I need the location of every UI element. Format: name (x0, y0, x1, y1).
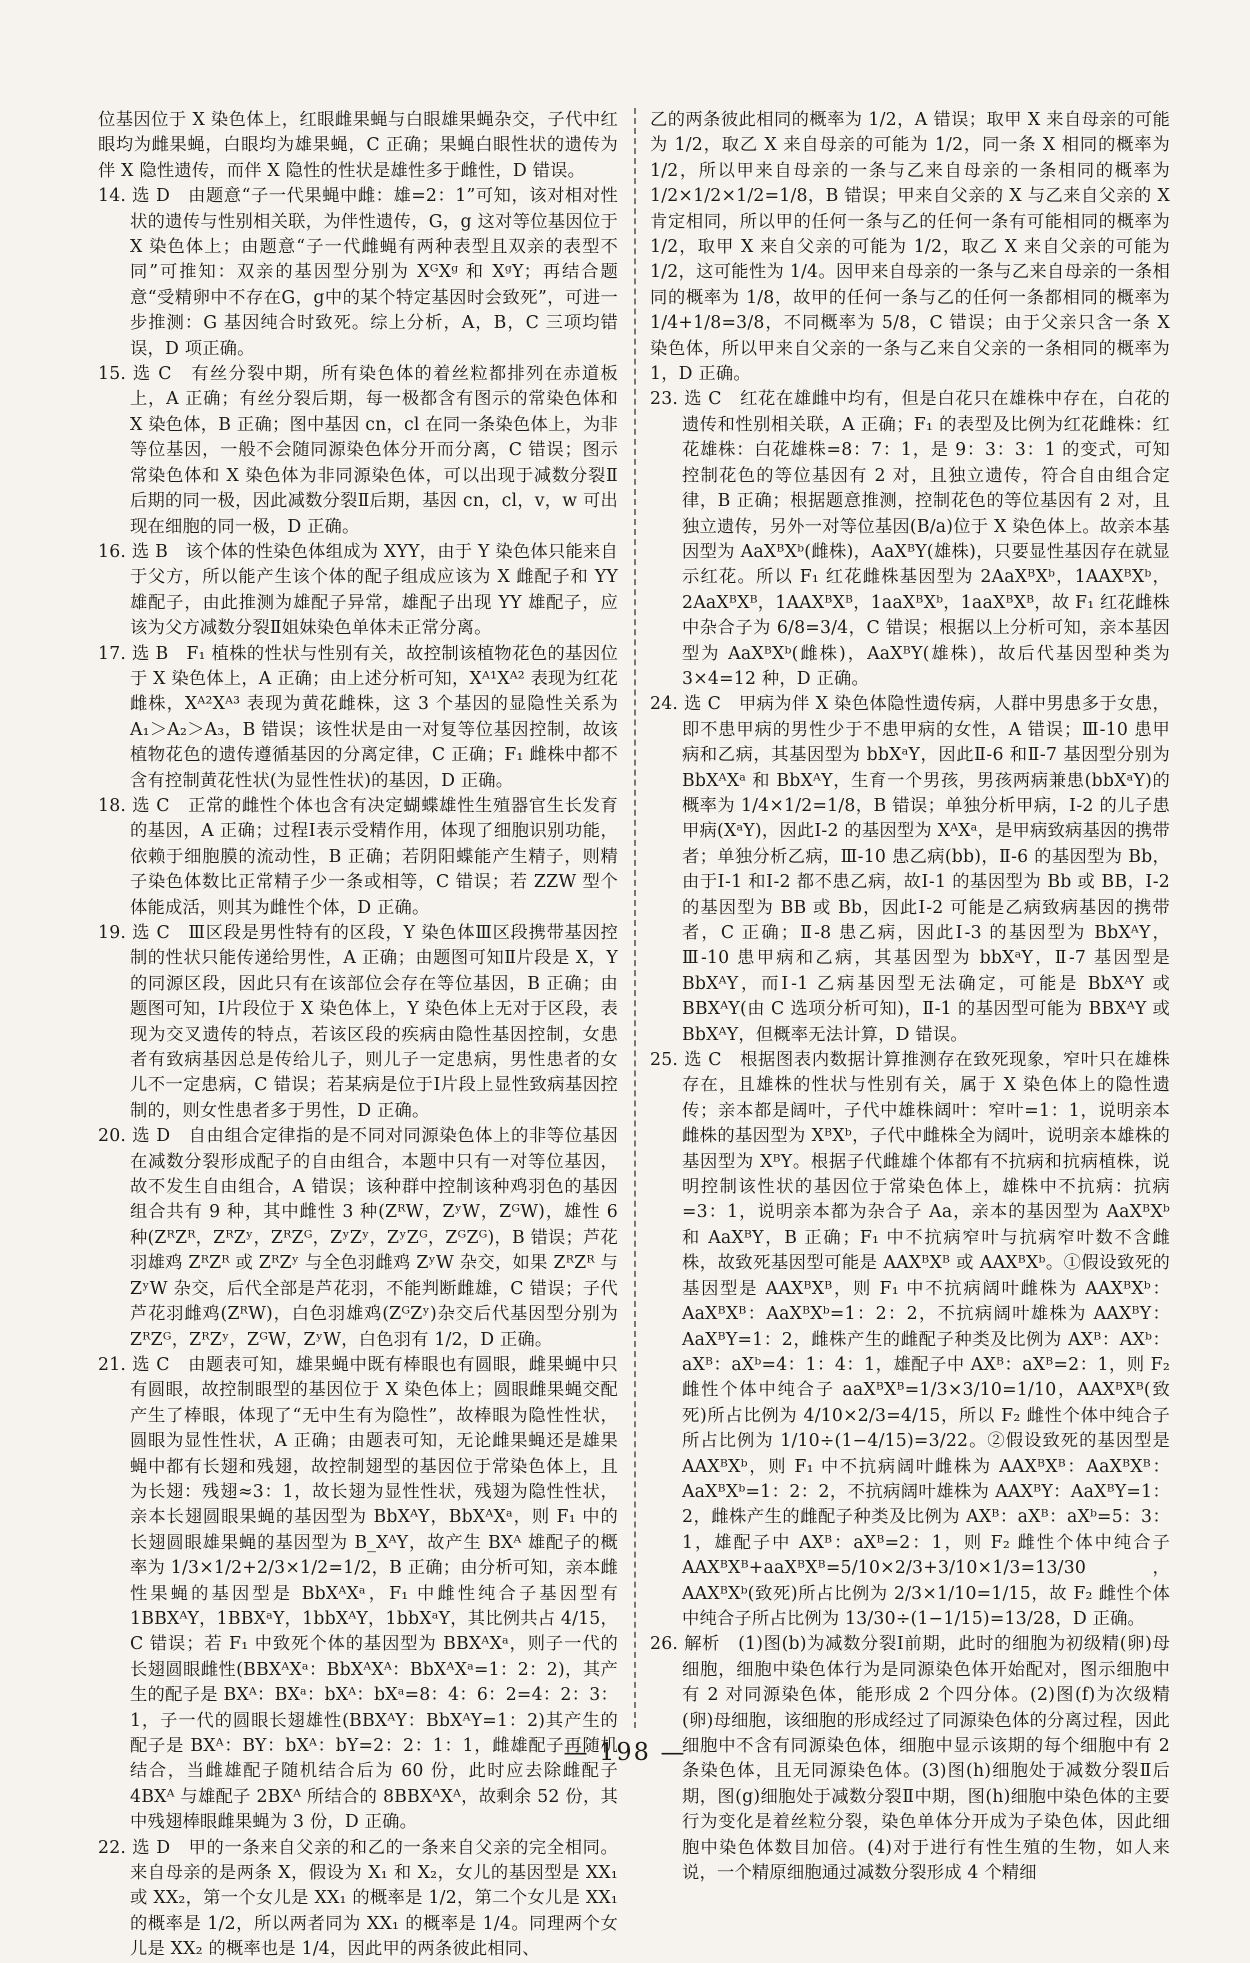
left-column (98, 108, 618, 1963)
answer-17: 17. 选 B F₁ 植株的性状与性别有关，故控制该植物花色的基因位于 X 染色体上，A 正确；由上述分析可知，Xᴬ¹Xᴬ² 表现为红花雌株，Xᴬ²Xᴬ³ 表现为黄花雌株，这 3 个基因的显隐性关系为 A₁＞A₂＞A₃，B 错误；该性状是由一对复等位基因控制，故该植物花色的遗传遵循基因的分离定律，C 正确；F₁ 雌株中都不含有控制黄花性状(为显性性状)的基因，D 正确。 (98, 643, 618, 791)
answer-15: 15. 选 C 有丝分裂中期，所有染色体的着丝粒都排列在赤道板上，A 正确；有丝分裂后期，每一极都含有图示的常染色体和 X 染色体，B 正确；图中基因 cn，cl 在同一条染色体上，为非等位基因，一般不会随同源染色体分开而分离，C 错误；图示常染色体和 X 染色体为非同源染色体，可以出现于减数分裂Ⅱ后期的同一极，因此减数分裂Ⅱ后期，基因 cn，cl，v，w 可出现在细胞的同一极，D 正确。 (98, 364, 618, 537)
page-number: — 198 — (563, 1738, 687, 1766)
answer-18: 18. 选 C 正常的雌性个体也含有决定蝴蝶雄性生殖器官生长发育的基因，A 正确；过程Ⅰ表示受精作用，体现了细胞识别功能，依赖于细胞膜的流动性，B 正确；若阴阳蝶能产生精子，则精子染色体数比正常精子少一条或相等，C 错误；若 ZZW 型个体能成活，则其为雌性个体，D 正确。 (98, 795, 618, 918)
answer-21: 21. 选 C 由题表可知，雄果蝇中既有棒眼也有圆眼，雌果蝇中只有圆眼，故控制眼型的基因位于 X 染色体上；圆眼雌果蝇交配产生了棒眼，体现了“无中生有为隐性”，故棒眼为隐性性状，圆眼为显性性状，A 正确；由题表可知，无论雌果蝇还是雄果蝇中都有长翅和残翅，故控制翅型的基因位于常染色体上，且为长翅：残翅≈3：1，故长翅为显性性状，残翅为隐性性状，亲本长翅圆眼果蝇的基因型为 BbXᴬY，BbXᴬXᵃ，则 F₁ 中的长翅圆眼雄果蝇的基因型为 B_XᴬY，故产生 BXᴬ 雄配子的概率为 1/3×1/2+2/3×1/2=1/2，B 正确；由分析可知，亲本雌性果蝇的基因型是 BbXᴬXᵃ，F₁ 中雌性纯合子基因型有 1BBXᴬY，1BBXᵃY，1bbXᴬY，1bbXᵃY，其比例共占 4/15，C 错误；若 F₁ 中致死个体的基因型为 BBXᴬXᵃ，则子一代的长翅圆眼雌性(BBXᴬXᵃ：BbXᴬXᴬ：BbXᴬXᵃ=1：2：2)，其产生的配子是 BXᴬ：BXᵃ：bXᴬ：bXᵃ=8：4：6：2=4：2：3：1，子一代的圆眼长翅雄性(BBXᴬY：BbXᴬY=1：2)其产生的配子是 BXᴬ：BY：bXᴬ：bY=2：2：1：1，雌雄配子再随机结合，当雌雄配子随机结合后为 60 份，此时应去除雌配子 4BXᴬ 与雄配子 2BXᴬ 所结合的 8BBXᴬXᴬ，故剩余 52 份，其中残翅棒眼雌果蝇为 3 份，D 正确。 (98, 1354, 618, 1833)
column-divider (634, 108, 636, 1728)
answer-23: 23. 选 C 红花在雄雌中均有，但是白花只在雄株中存在，白花的遗传和性别相关联，A 正确；F₁ 的表型及比例为红花雌株：红花雄株：白花雄株=8：7：1，是 9：3：3：1 的变式，可知控制花色的等位基因有 2 对，且独立遗传，符合自由组合定律，B 正确；根据题意推测，控制花色的等位基因有 2 对，且独立遗传，另外一对等位基因(B/a)位于 X 染色体上。故亲本基因型为 AaXᴮXᵇ(雌株)，AaXᴮY(雄株)，只要显性基因存在就显示红花。所以 F₁ 红花雌株基因型为 2AaXᴮXᵇ，1AAXᴮXᵇ，2AaXᴮXᴮ，1AAXᴮXᴮ，1aaXᴮXᵇ，1aaXᴮXᴮ，故 F₁ 红花雌株中杂合子为 6/8=3/4，C 错误；根据以上分析可知，亲本基因型为 AaXᴮXᵇ(雌株)，AaXᴮY(雄株)，故后代基因型种类为 3×4=12 种，D 正确。 (650, 389, 1170, 689)
answer-25: 25. 选 C 根据图表内数据计算推测存在致死现象，窄叶只在雄株存在，且雄株的性状与性别有关，属于 X 染色体上的隐性遗传；亲本都是阔叶，子代中雄株阔叶：窄叶=1：1，说明亲本雌株的基因型为 XᴮXᵇ，子代中雌株全为阔叶，说明亲本雄株的基因型为 XᴮY。根据子代雌雄个体都有不抗病和抗病植株，说明控制该性状的基因位于常染色体上，雄株中不抗病：抗病=3：1，说明亲本都为杂合子 Aa，亲本的基因型为 AaXᴮXᵇ 和 AaXᴮY，B 正确；F₁ 中不抗病窄叶与抗病窄叶数不含雌株，故致死基因型可能是 AAXᴮXᴮ 或 AAXᴮXᵇ。①假设致死的基因型是 AAXᴮXᴮ，则 F₁ 中不抗病阔叶雌株为 AAXᴮXᵇ：AaXᴮXᴮ：AaXᴮXᵇ=1：2：2，不抗病阔叶雄株为 AAXᴮY：AaXᴮY=1：2，雌株产生的雌配子种类及比例为 AXᴮ：AXᵇ：aXᴮ：aXᵇ=4：1：4：1，雄配子中 AXᴮ：aXᴮ=2：1，则 F₂ 雌性个体中纯合子 aaXᴮXᴮ=1/3×3/10=1/10，AAXᴮXᴮ(致死)所占比例为 4/10×2/3=4/15，所以 F₂ 雌性个体中纯合子所占比例为 1/10÷(1−4/15)=3/22。②假设致死的基因型是 AAXᴮXᵇ，则 F₁ 中不抗病阔叶雌株为 AAXᴮXᴮ：AaXᴮXᴮ：AaXᴮXᵇ=1：2：2，不抗病阔叶雄株为 AAXᴮY：AaXᴮY=1：2，雌株产生的雌配子种类及比例为 AXᴮ：aXᴮ：aXᵇ=5：3：1，雄配子中 AXᴮ：aXᴮ=2：1，则 F₂ 雌性个体中纯合子 AAXᴮXᴮ+aaXᴮXᴮ=5/10×2/3+3/10×1/3=13/30，AAXᴮXᵇ(致死)所占比例为 2/3×1/10=1/15，故 F₂ 雌性个体中纯合子所占比例为 13/30÷(1−1/15)=13/28，D 正确。 (650, 1050, 1170, 1629)
answer-19: 19. 选 C Ⅲ区段是男性特有的区段，Y 染色体Ⅲ区段携带基因控制的性状只能传递给男性，A 正确；由题图可知Ⅱ片段是 X，Y 的同源区段，因此只有在该部位会存在等位基因，B 正确；由题图可知，Ⅰ片段位于 X 染色体上，Y 染色体上无对于区段，表现为交叉遗传的特点，若该区段的疾病由隐性基因控制，女患者有致病基因总是传给儿子，则儿子一定患病，男性患者的女儿不一定患病，C 错误；若某病是位于Ⅰ片段上显性致病基因控制的，则女性患者多于男性，D 正确。 (98, 923, 618, 1121)
answer-24: 24. 选 C 甲病为伴 X 染色体隐性遗传病，人群中男患多于女患，即不患甲病的男性少于不患甲病的女性，A 错误；Ⅲ-10 患甲病和乙病，其基因型为 bbXᵃY，因此Ⅱ-6 和Ⅱ-7 基因型分别为 BbXᴬXᵃ 和 BbXᴬY，生育一个男孩，男孩两病兼患(bbXᵃY)的概率为 1/4×1/2=1/8，B 错误；单独分析甲病，Ⅰ-2 的儿子患甲病(XᵃY)，因此Ⅰ-2 的基因型为 XᴬXᵃ，是甲病致病基因的携带者；单独分析乙病，Ⅲ-10 患乙病(bb)，Ⅱ-6 的基因型为 Bb，由于Ⅰ-1 和Ⅰ-2 都不患乙病，故Ⅰ-1 的基因型为 Bb 或 BB，Ⅰ-2 的基因型为 BB 或 Bb，因此Ⅰ-2 可能是乙病致病基因的携带者，C 正确；Ⅱ-8 患乙病，因此Ⅰ-3 的基因型为 BbXᴬY，Ⅲ-10 患甲病和乙病，其基因型为 bbXᵃY，Ⅱ-7 基因型是 BbXᴬY，而Ⅰ-1 乙病基因型无法确定，可能是 BbXᴬY 或 BBXᴬY(由 C 选项分析可知)，Ⅱ-1 的基因型可能为 BBXᴬY 或 BbXᴬY，但概率无法计算，D 错误。 (650, 694, 1170, 1045)
paragraph-13-cont: 位基因位于 X 染色体上，红眼雌果蝇与白眼雄果蝇杂交，子代中红眼均为雌果蝇，白眼均为雄果蝇，C 正确；果蝇白眼性状的遗传为伴 X 隐性遗传，而伴 X 隐性的性状是雄性多于雌性，D 错误。 (98, 110, 618, 181)
right-column (650, 108, 1170, 1886)
answer-20: 20. 选 D 自由组合定律指的是不同对同源染色体上的非等位基因在减数分裂形成配子的自由组合，本题中只有一对等位基因，故不发生自由组合，A 错误；该种群中控制该种鸡羽色的基因组合共有 9 种，其中雌性 3 种(ZᴿW，ZʸW，ZᴳW)，雄性 6 种(ZᴿZᴿ，ZᴿZʸ，ZᴿZᴳ，ZʸZʸ，ZʸZᴳ，ZᴳZᴳ)，B 错误；芦花羽雄鸡 ZᴿZᴿ 或 ZᴿZʸ 与全色羽雌鸡 ZʸW 杂交，如果 ZᴿZᴿ 与 ZʸW 杂交，后代全部是芦花羽，不能判断雌雄，C 错误；子代芦花羽雌鸡(ZᴿW)，白色羽雄鸡(ZᴳZʸ)杂交后代基因型分别为 ZᴿZᴳ，ZᴿZʸ，ZᴳW，ZʸW，白色羽有 1/2，D 正确。 (98, 1126, 618, 1350)
answer-14: 14. 选 D 由题意“子一代果蝇中雌：雄=2：1”可知，该对相对性状的遗传与性别相关联，为伴性遗传，G，g 这对等位基因位于 X 染色体上；由题意“子一代雌蝇有两种表型且双亲的表型不同”可推知：双亲的基因型分别为 XᴳXᵍ 和 XᵍY；再结合题意“受精卵中不存在G，g中的某个特定基因时会致死”，可进一步推测：G 基因纯合时致死。综上分析，A，B，C 三项均错误，D 项正确。 (98, 186, 618, 359)
paragraph-22-cont: 乙的两条彼此相同的概率为 1/2，A 错误；取甲 X 来自母亲的可能为 1/2，取乙 X 来自母亲的可能为 1/2，同一条 X 相同的概率为 1/2，所以甲来自母亲的一条与乙来自母亲的一条相同的概率为 1/2×1/2×1/2=1/8，B 错误；甲来自父亲的 X 与乙来自父亲的 X 肯定相同，所以甲的任何一条与乙的任何一条有可能相同的概率为 1/2，取甲 X 来自父亲的可能为 1/2，取乙 X 来自父亲的可能为 1/2，这可能性为 1/4。因甲来自母亲的一条与乙来自母亲的一条相同的概率为 1/8，故甲的任何一条与乙的任何一条都相同的概率为 1/4+1/8=3/8，不同概率为 5/8，C 错误；由于父亲只含一条 X 染色体，所以甲来自父亲的一条与乙来自父亲的一条相同的概率为 1，D 正确。 (650, 110, 1170, 385)
answer-22: 22. 选 D 甲的一条来自父亲的和乙的一条来自父亲的完全相同。来自母亲的是两条 X，假设为 X₁ 和 X₂，女儿的基因型是 XX₁ 或 XX₂，第一个女儿是 XX₁ 的概率是 1/2，第二个女儿是 XX₁ 的概率是 1/2，所以两者同为 XX₁ 的概率是 1/4。同理两个女儿是 XX₂ 的概率也是 1/4，因此甲的两条彼此相同、 (98, 1837, 618, 1960)
answer-16: 16. 选 B 该个体的性染色体组成为 XYY，由于 Y 染色体只能来自于父方，所以能产生该个体的配子组成应该为 X 雌配子和 YY 雄配子，由此推测为雄配子异常，雄配子出现 YY 雄配子，应该为父方减数分裂Ⅱ姐妹染色单体未正常分离。 (98, 541, 618, 639)
answer-26: 26. 解析 (1)图(b)为减数分裂Ⅰ前期，此时的细胞为初级精(卵)母细胞，细胞中染色体行为是同源染色体开始配对，图示细胞中有 2 对同源染色体，能形成 2 个四分体。(2)图(f)为次级精(卵)母细胞，该细胞的形成经过了同源染色体的分离过程，因此细胞中不含有同源染色体，细胞中显示该期的每个细胞中有 2 条染色体，且无同源染色体。(3)图(h)细胞处于减数分裂Ⅱ后期，图(g)细胞处于减数分裂Ⅱ中期，图(h)细胞中染色体的主要行为变化是着丝粒分裂，染色单体分开成为子染色体，因此细胞中染色体数目加倍。(4)对于进行有性生殖的生物，如人来说，一个精原细胞通过减数分裂形成 4 个精细 (650, 1634, 1170, 1884)
